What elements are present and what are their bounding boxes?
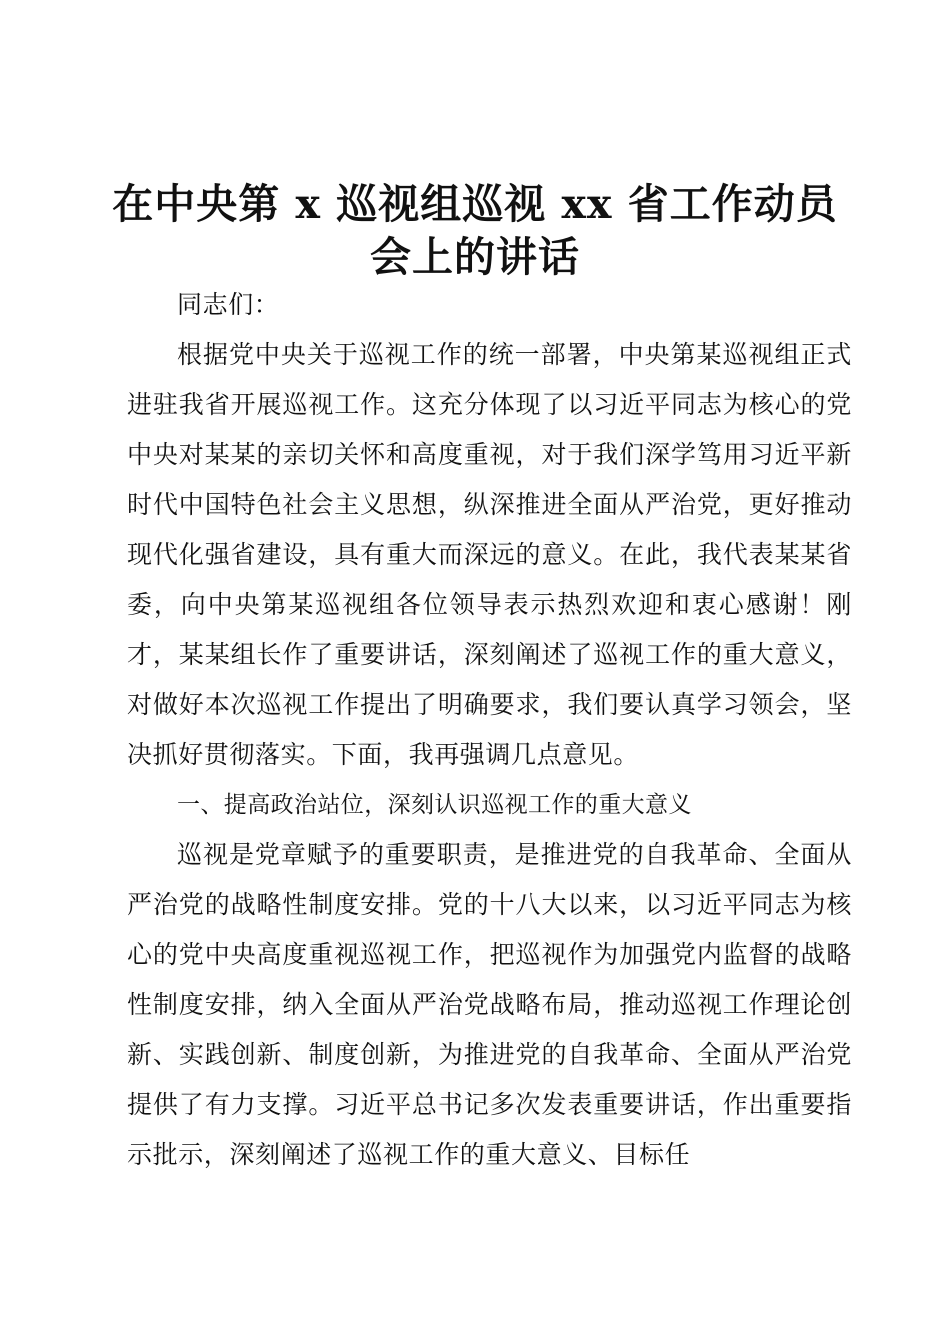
- document-body: [127, 280, 852, 1180]
- body-paragraph: 根据党中央关于巡视工作的统一部署，中央第某巡视组正式进驻我省开展巡视工作。这充分体现了以习近平同志为核心的党中央对某某的亲切关怀和高度重视，对于我们深学笃用习近平新时代中国特色社会主义思想，纵深推进全面从严治党，更好推动现代化强省建设，具有重大而深远的意义。在此，我代表某某省委，向中央第某巡视组各位领导表示热烈欢迎和衷心感谢！刚才，某某组长作了重要讲话，深刻阐述了巡视工作的重大意义，对做好本次巡视工作提出了明确要求，我们要认真学习领会，坚决抓好贯彻落实。下面，我再强调几点意见。: [127, 340, 852, 769]
- document-title: 在中央第 x 巡视组巡视 xx 省工作动员会上的讲话: [112, 180, 838, 281]
- salutation: 同志们：: [177, 290, 280, 319]
- section-paragraph: 巡视是党章赋予的重要职责，是推进党的自我革命、全面从严治党的战略性制度安排。党的十八大以来，以习近平同志为核心的党中央高度重视巡视工作，把巡视作为加强党内监督的战略性制度安排，纳入全面从严治党战略布局，推动巡视工作理论创新、实践创新、制度创新，为推进党的自我革命、全面从严治党提供了有力支撑。习近平总书记多次发表重要讲话，作出重要指示批示，深刻阐述了巡视工作的重大意义、目标任: [127, 840, 852, 1169]
- section-heading: 一、提高政治站位，深刻认识巡视工作的重大意义: [177, 792, 692, 818]
